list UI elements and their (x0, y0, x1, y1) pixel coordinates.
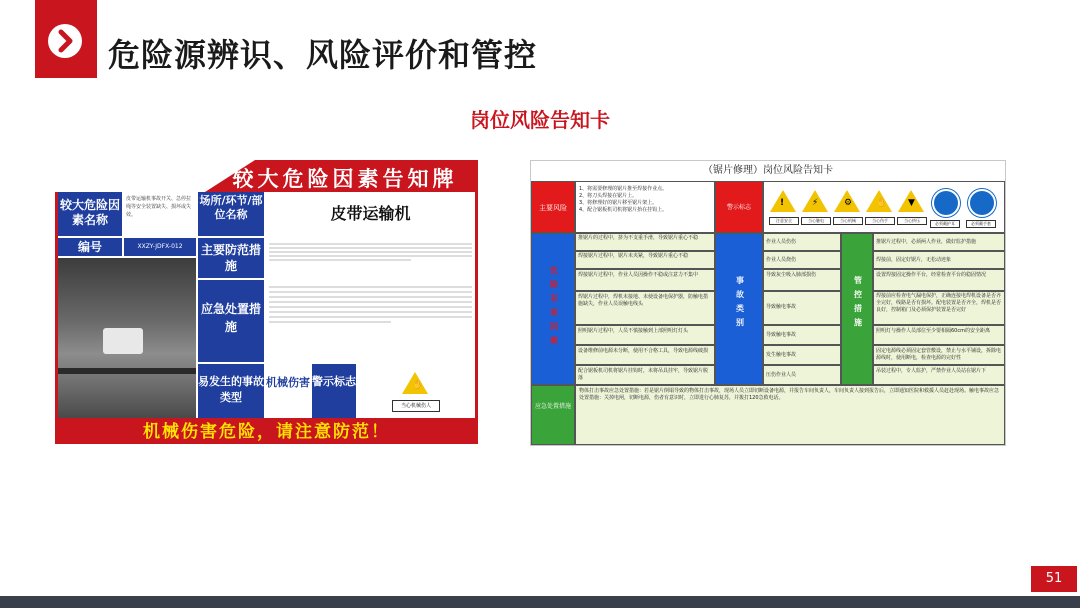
accident-type-column-label (715, 233, 763, 385)
caution-icon: ! (770, 190, 796, 212)
post-risk-card (530, 160, 1006, 446)
main-risk-item: 4、配合锯板机司机将锯片抬在挂钩上。 (579, 207, 668, 213)
main-measures-text (266, 238, 475, 278)
page-subtitle: 岗位风险告知卡 (470, 108, 610, 132)
electric-shock-icon: ⚡ (802, 190, 828, 212)
ear-protection-icon (932, 189, 960, 217)
main-risk-item: 1、将需要修理的锯片推至焊接作业点。 (579, 186, 668, 192)
hazard-label: 危险有害因素 (550, 266, 558, 345)
type-cell: 导致触电事故 (763, 291, 841, 325)
warning-caption: 当心机械伤人 (392, 400, 440, 412)
hazard-cell: 推锯片的过程中，挤为不支重手滑，导致锯片重心不稳 (575, 233, 715, 251)
main-risk-label: 主要风险 (531, 181, 575, 233)
risk-card-title: （锯片修理）岗位风险告知卡 (703, 165, 833, 176)
main-risk-item: 2、将刀头焊接在锯片上。 (579, 193, 638, 199)
major-hazard-notice-board (55, 160, 478, 444)
main-risk-item: 3、将修理好的锯片移至锯片架上。 (579, 200, 658, 206)
emergency-measures-text: 物体打击事故应急处置措施：若是锯片倒塌导致的物体打击事故，现场人员立即切断设备电源，并报告车间负责人，车间负责人接到报告后，立即通知医院和救援人员赶赴现场。触电事故应急处置措施：关掉电闸，切断电源，伤者有意识时，立即进行心肺复苏，并拨打120急救电话。 (575, 385, 1005, 445)
label-warning: 警示标志 (312, 364, 356, 418)
label-number: 编号 (58, 238, 122, 256)
crush-icon: ▼ (898, 190, 924, 212)
control-measures-label: 管控措施 (854, 276, 862, 327)
hazard-column-label (531, 233, 575, 385)
accident-type-label: 事故类别 (736, 276, 744, 327)
sign-caption: 必须戴护耳 (930, 220, 960, 228)
label-accident-type: 易发生的事故类型 (198, 364, 264, 418)
label-factor-name: 较大危险因素名称 (58, 192, 122, 236)
mechanical-injury-icon: ⚙ (834, 190, 860, 212)
type-cell: 作业人员烧伤 (763, 251, 841, 269)
measure-cell: 焊接前，固定好锯片，无松动迹象 (873, 251, 1005, 269)
factor-text: 皮带运输机事故开关、急停拉绳等安全装置缺失、损坏或失效。 (126, 196, 192, 218)
type-cell: 发生触电事故 (763, 345, 841, 365)
hazard-cell: 配合锯板机司机将锯片挂钩时，未将吊具挂牢，导致锯片脱落 (575, 365, 715, 385)
bottom-bar (0, 596, 1080, 608)
measure-cell: 照明灯与操作人员部位至少要相隔60cm的安全距离 (873, 325, 1005, 345)
sign-caption: 当心挤压 (897, 217, 927, 225)
measure-cell: 固定电源线必须固定套管敷设，禁止与水平铺设，拆除电源线时，使用断电，检查电源的完好性 (873, 345, 1005, 365)
emergency-text (266, 280, 475, 362)
location-value: 皮带运输机 (330, 204, 411, 223)
label-emergency: 应急处置措施 (198, 280, 264, 362)
measure-cell: 推锯片过程中，必须两人作业，做好监护措施 (873, 233, 1005, 251)
hazard-cell: 照明锯片过程中，人员不慎接触到上部照明灯灯头 (575, 325, 715, 345)
page-title: 危险源辨识、风险评价和管控 (108, 36, 538, 74)
notice-board-header (55, 160, 478, 192)
mechanical-injury-icon: ✋ (402, 372, 428, 394)
number-value: XXZY-JDFX-012 (124, 238, 196, 256)
hazard-cell: 焊接锯片过程中，作业人员因操作不稳或注意力不集中 (575, 269, 715, 291)
type-cell: 导致触电事故 (763, 325, 841, 345)
notice-board-footer: 机械伤害危险，请注意防范！ (143, 422, 390, 442)
label-main-measures: 主要防范措施 (198, 238, 264, 278)
section-badge (35, 0, 97, 78)
measure-cell: 设置焊接固定操作平台，经常检查平台的稳固情况 (873, 269, 1005, 291)
warning-signs-strip (763, 181, 1005, 233)
measure-cell: 吊装过程中，专人监护，严禁作业人员站在锯片下 (873, 365, 1005, 385)
notice-board-title: 较大危险因素告知牌 (232, 167, 458, 191)
safety-gloves-icon (968, 189, 996, 217)
measure-cell: 焊接前应检查电气漏电保护，正确连接电焊机设备是否齐全完好，线路是否有损坏。配电装置是否齐全，焊机是否良好，控制箱门及必须保护装置是否完好 (873, 291, 1005, 325)
notice-board-body (58, 192, 475, 418)
hazard-cell: 焊接锯片过程中，锯片未夹紧，导致锯片重心不稳 (575, 251, 715, 269)
emergency-label: 应急处置措施 (531, 385, 575, 445)
label-location: 场所/环节/部位名称 (198, 192, 264, 236)
sign-caption: 当心机械 (833, 217, 863, 225)
type-cell: 作业人员伤伤 (763, 233, 841, 251)
type-cell: 导致灰尘吸入肺部损伤 (763, 269, 841, 291)
sign-caption: 当心触电 (801, 217, 831, 225)
sign-caption: 当心伤手 (865, 217, 895, 225)
control-measures-column-label (841, 233, 873, 385)
warning-sign-label: 警示标志 (715, 181, 763, 233)
chevron-right-icon (48, 24, 82, 58)
accident-type-value: 机械伤害 (266, 376, 310, 389)
page-number: 51 (1031, 566, 1077, 592)
equipment-photo (58, 258, 196, 418)
main-risk-list (575, 181, 715, 233)
hand-injury-icon: ✋ (866, 190, 892, 212)
sign-caption: 必须戴手套 (966, 220, 996, 228)
hazard-cell: 焊锯片过程中，焊机未接地、未使设备电保护器，防触电措施缺失，作业人员误触电线头 (575, 291, 715, 325)
warning-sign (358, 364, 475, 418)
type-cell: 压伤作业人员 (763, 365, 841, 385)
sign-caption: 注意安全 (769, 217, 799, 225)
hazard-cell: 设备维修前电源未分断，使用不合格工具，导致电源线破损 (575, 345, 715, 365)
